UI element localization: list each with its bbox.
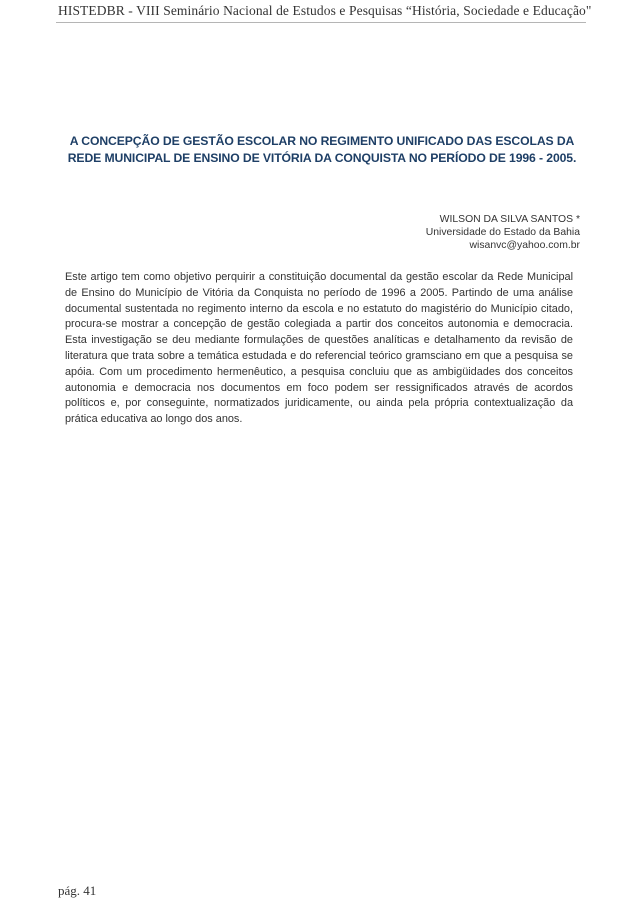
abstract-paragraph: Este artigo tem como objetivo perquirir a constituição documental da gestão escolar da Rede Municipal de Ensino do Município de Vitória da Conquista no período de 1996 a 2005. Partindo de uma análise documental sustentada no regimento interno da escola e no estatuto do magistério do Município citado, procura-se mostrar a concepção de gestão colegiada a partir dos conceitos autonomia e democracia. Esta investigação se deu mediante formulações de questões analíticas e detalhamento da revisão de literatura que trata sobre a temática estudada e do referencial teórico gramsciano em que a pesquisa se apóia. Com um procedimento hermenêutico, a pesquisa concluiu que as ambigüidades dos conceitos autonomia e democracia nos documentos em foco podem ser ressignificados através de acordos políticos e, por conseguinte, normatizados juridicamente, ou ainda pela própria contextualização da prática educativa ao longo dos anos.: [65, 271, 573, 426]
running-header: HISTEDBR - VIII Seminário Nacional de Estudos e Pesquisas “História, Sociedade e Educação": [58, 3, 592, 18]
author-email: wisanvc@yahoo.com.br: [469, 240, 580, 251]
author-name: WILSON DA SILVA SANTOS *: [439, 214, 580, 225]
author-affiliation: Universidade do Estado da Bahia: [425, 227, 580, 238]
page-number: pág. 41: [58, 883, 97, 898]
header-divider: [56, 22, 586, 23]
article-title: A CONCEPÇÃO DE GESTÃO ESCOLAR NO REGIMENTO UNIFICADO DAS ESCOLAS DA REDE MUNICIPAL DE ENSINO DE VITÓRIA DA CONQUISTA NO PERÍODO DE 1996 - 2005.: [67, 134, 577, 165]
author-block: [426, 213, 580, 252]
